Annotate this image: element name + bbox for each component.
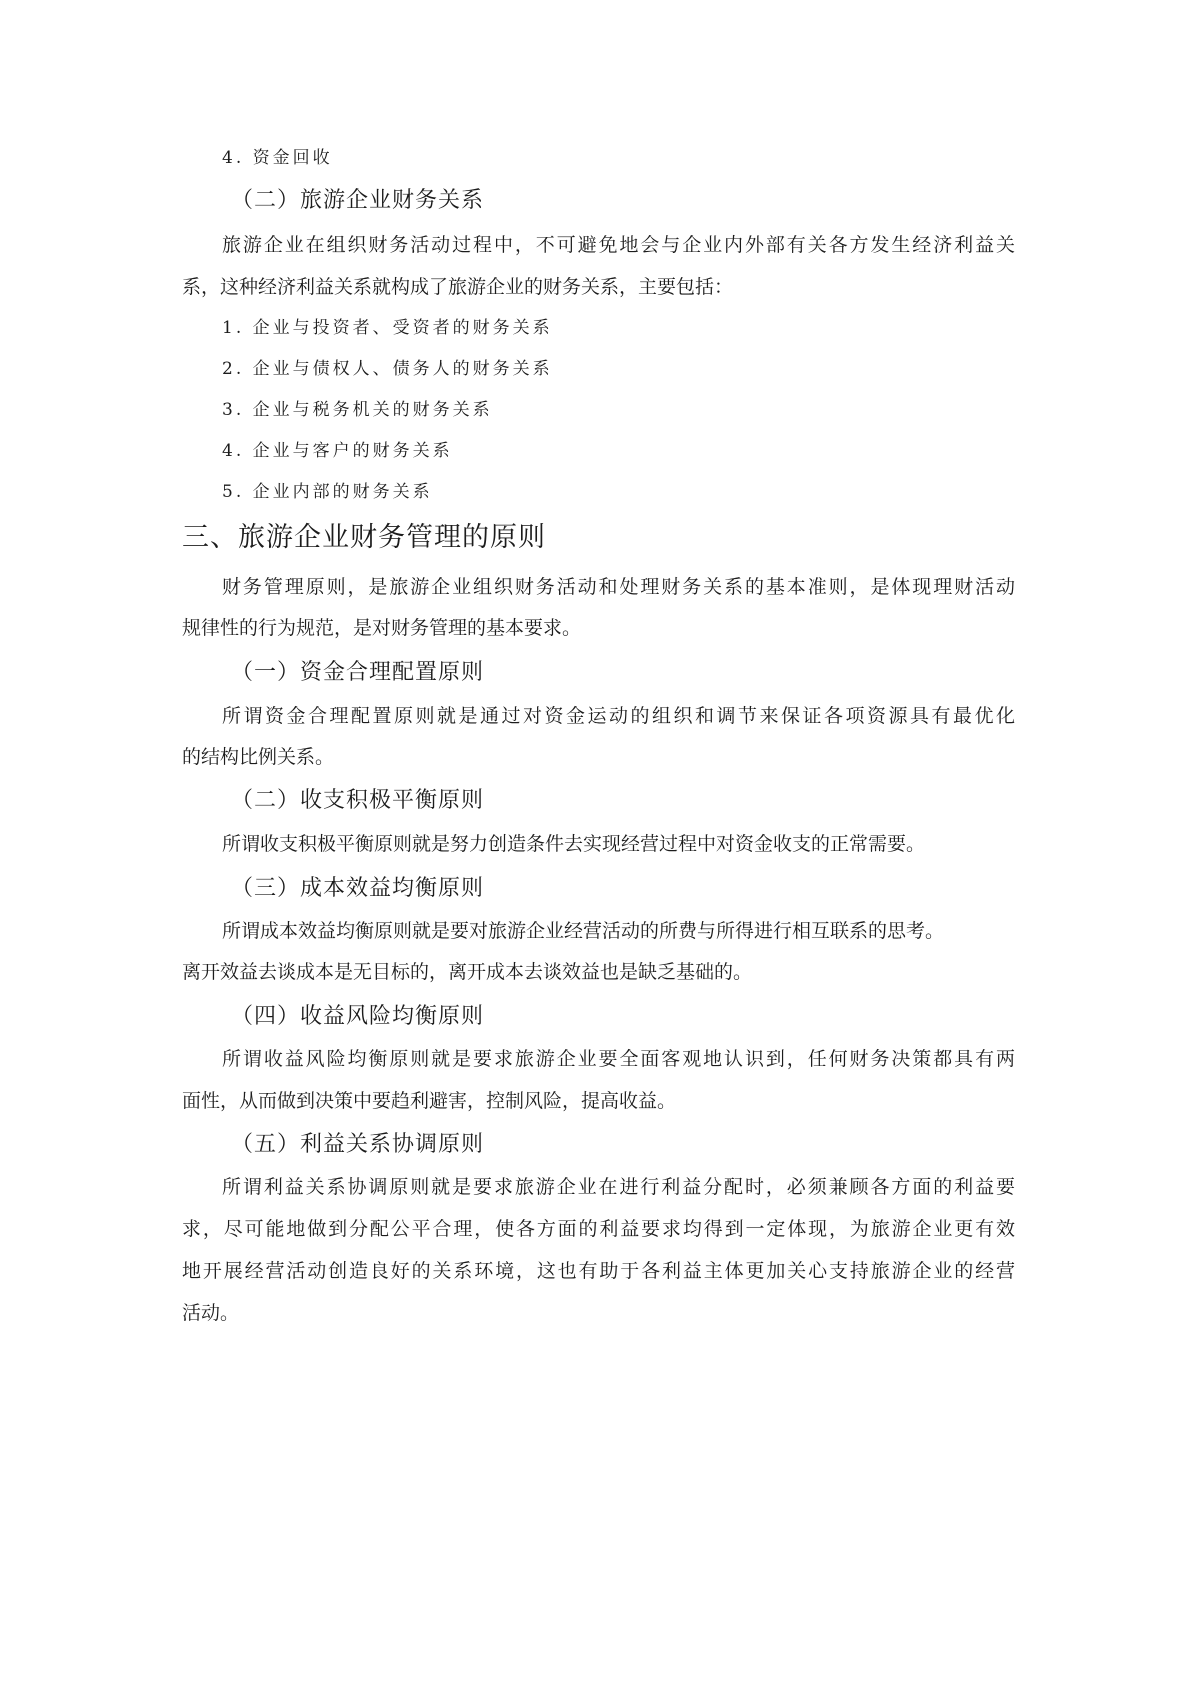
chapter-heading-principles: 三、旅游企业财务管理的原则 (182, 522, 546, 553)
paragraph-line: 的结构比例关系。 (182, 746, 335, 768)
list-item: 2. 企业与债权人、债务人的财务关系 (222, 359, 553, 379)
list-item: 5. 企业内部的财务关系 (222, 482, 433, 502)
section-heading: （二）收支积极平衡原则 (231, 788, 485, 813)
paragraph-line: 旅游企业在组织财务活动过程中，不可避免地会与企业内外部有关各方发生经济利益关 (222, 234, 1015, 256)
paragraph-line: 离开效益去谈成本是无目标的，离开成本去谈效益也是缺乏基础的。 (182, 961, 753, 983)
paragraph-line: 规律性的行为规范，是对财务管理的基本要求。 (182, 617, 582, 639)
paragraph-line: 财务管理原则，是旅游企业组织财务活动和处理财务关系的基本准则，是体现理财活动 (222, 576, 1015, 598)
list-item-fund-recovery: 4. 资金回收 (222, 148, 333, 168)
section-heading: （三）成本效益均衡原则 (231, 876, 485, 901)
paragraph-line: 所谓成本效益均衡原则就是要对旅游企业经营活动的所费与所得进行相互联系的思考。 (222, 920, 945, 942)
paragraph-line: 求，尽可能地做到分配公平合理，使各方面的利益要求均得到一定体现，为旅游企业更有效 (182, 1218, 1015, 1240)
paragraph-line: 所谓利益关系协调原则就是要求旅游企业在进行利益分配时，必须兼顾各方面的利益要 (222, 1176, 1015, 1198)
paragraph-line: 活动。 (182, 1302, 240, 1324)
paragraph-line: 所谓收支积极平衡原则就是努力创造条件去实现经营过程中对资金收支的正常需要。 (222, 833, 926, 855)
section-heading-financial-relations: （二）旅游企业财务关系 (231, 188, 485, 213)
list-item: 1. 企业与投资者、受资者的财务关系 (222, 318, 553, 338)
section-heading: （五）利益关系协调原则 (231, 1132, 485, 1157)
paragraph-line: 面性，从而做到决策中要趋利避害，控制风险，提高收益。 (182, 1090, 677, 1112)
list-item: 4. 企业与客户的财务关系 (222, 441, 453, 461)
paragraph-line: 地开展经营活动创造良好的关系环境，这也有助于各利益主体更加关心支持旅游企业的经营 (182, 1260, 1015, 1282)
section-heading: （一）资金合理配置原则 (231, 660, 485, 685)
paragraph-line: 系，这种经济利益关系就构成了旅游企业的财务关系，主要包括： (182, 276, 734, 298)
section-heading: （四）收益风险均衡原则 (231, 1004, 485, 1029)
paragraph-line: 所谓收益风险均衡原则就是要求旅游企业要全面客观地认识到，任何财务决策都具有两 (222, 1048, 1015, 1070)
list-item: 3. 企业与税务机关的财务关系 (222, 400, 493, 420)
paragraph-line: 所谓资金合理配置原则就是通过对资金运动的组织和调节来保证各项资源具有最优化 (222, 705, 1015, 727)
